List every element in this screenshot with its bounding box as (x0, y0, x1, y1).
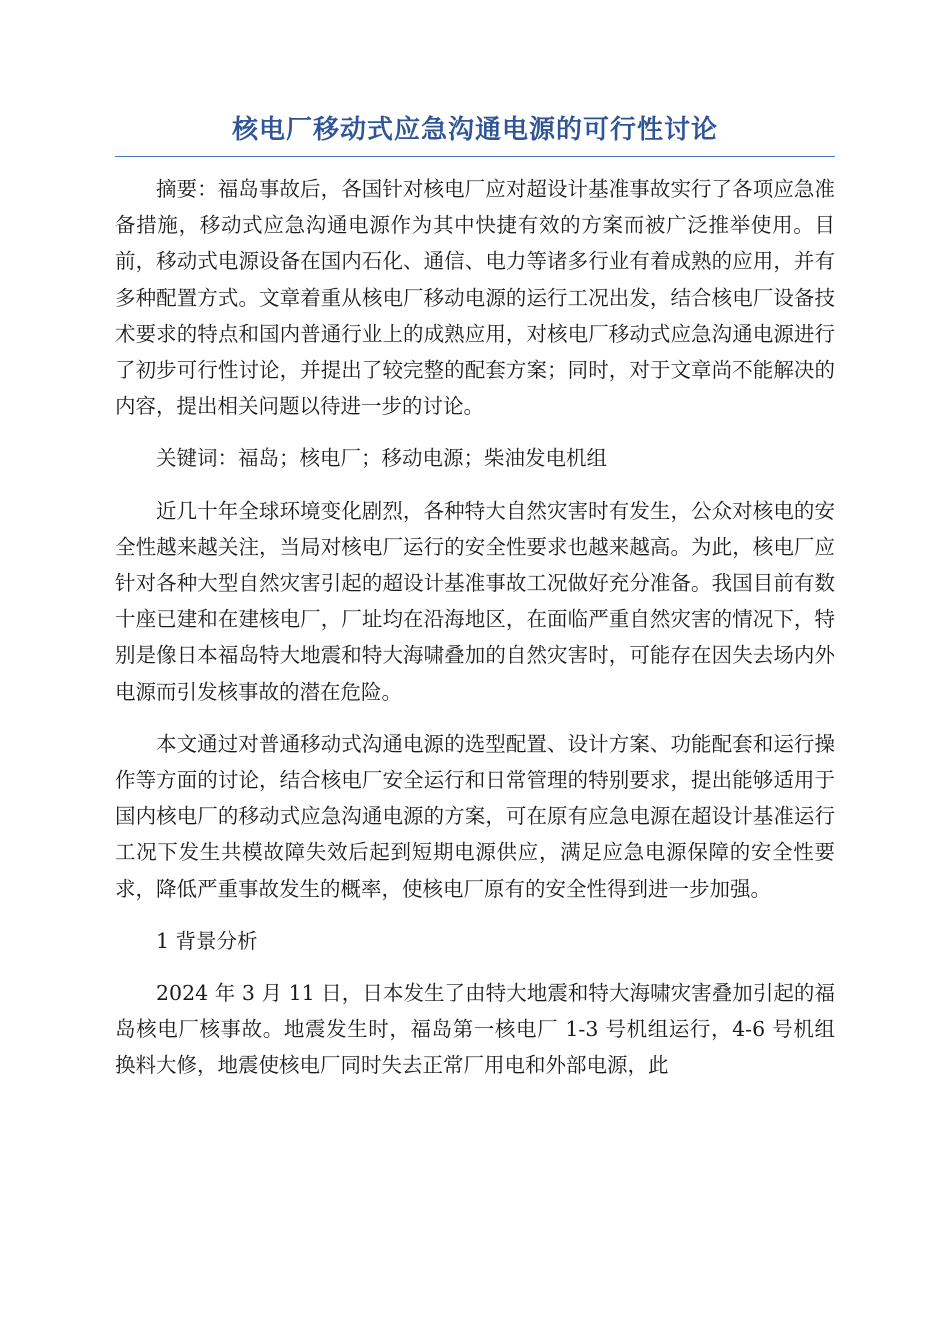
keywords-text: 福岛；核电厂；移动电源；柴油发电机组 (238, 446, 607, 471)
body-paragraph-2: 本文通过对普通移动式沟通电源的选型配置、设计方案、功能配套和运行操作等方面的讨论，结合核电厂安全运行和日常管理的特别要求，提出能够适用于国内核电厂的移动式应急沟通电源的方案，可在原有应急电源在超设计基准运行工况下发生共模故障失效后起到短期电源供应，满足应急电源保障的安全性要求，降低严重事故发生的概率，使核电厂原有的安全性得到进一步加强。 (115, 731, 835, 901)
document-title: 核电厂移动式应急沟通电源的可行性讨论 (231, 115, 718, 145)
section-paragraph-1: 2024 年 3 月 11 日，日本发生了由特大地震和特大海啸灾害叠加引起的福岛核电厂核事故。地震发生时，福岛第一核电厂 1-3 号机组运行，4-6 号机组换料大修，地震使核电厂同时失去正常厂用电和外部电源，此 (115, 981, 835, 1078)
abstract-text: 福岛事故后，各国针对核电厂应对超设计基准事故实行了各项应急准备措施，移动式应急沟通电源作为其中快捷有效的方案而被广泛推举使用。目前，移动式电源设备在国内石化、通信、电力等诸多行业有着成熟的应用，并有多种配置方式。文章着重从核电厂移动电源的运行工况出发，结合核电厂设备技术要求的特点和国内普通行业上的成熟应用，对核电厂移动式应急沟通电源进行了初步可行性讨论，并提出了较完整的配套方案；同时，对于文章尚不能解决的内容，提出相关问题以待进一步的讨论。 (115, 177, 835, 419)
body-paragraph-1: 近几十年全球环境变化剧烈，各种特大自然灾害时有发生，公众对核电的安全性越来越关注，当局对核电厂运行的安全性要求也越来越高。为此，核电厂应针对各种大型自然灾害引起的超设计基准事故工况做好充分准备。我国目前有数十座已建和在建核电厂，厂址均在沿海地区，在面临严重自然灾害的情况下，特别是像日本福岛特大地震和特大海啸叠加的自然灾害时，可能存在因失去场内外电源而引发核事故的潜在危险。 (115, 498, 835, 704)
abstract-label: 摘要： (156, 177, 218, 201)
keywords-label: 关键词： (156, 446, 238, 471)
document-page (115, 112, 835, 1100)
abstract-paragraph (115, 171, 835, 424)
section-heading: 1 背景分析 (156, 928, 258, 953)
title-underline (115, 156, 835, 157)
keywords-paragraph (115, 440, 835, 476)
